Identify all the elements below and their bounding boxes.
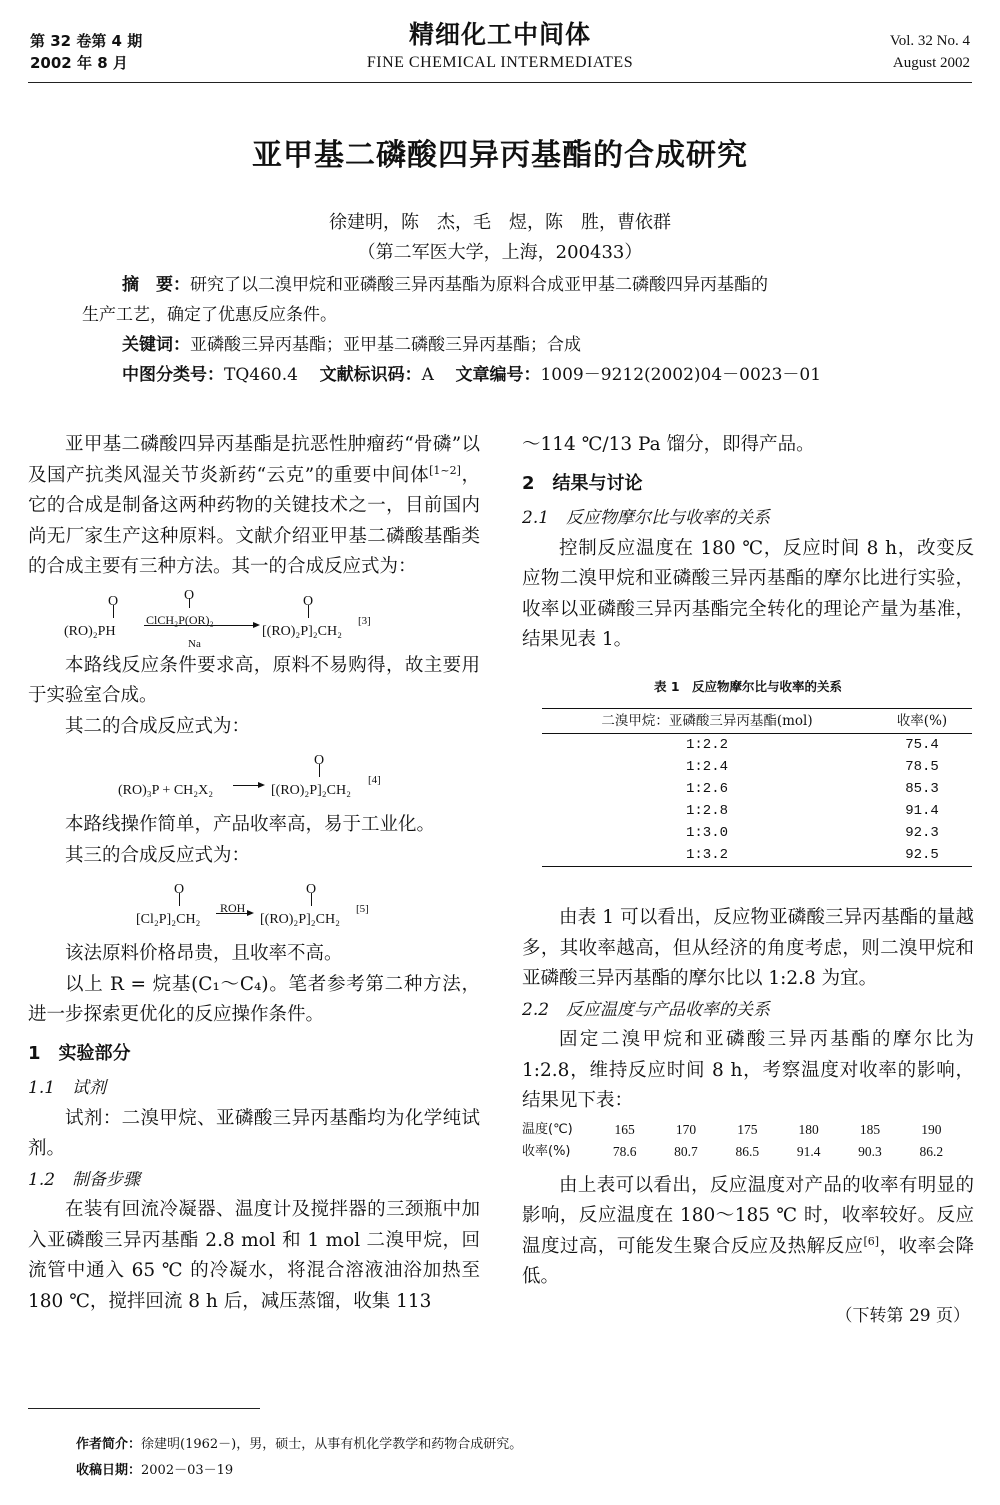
affiliation: （第二军医大学，上海，200433）: [357, 242, 643, 263]
table-cell: 91.4: [796, 1143, 821, 1159]
abstract-block: [82, 270, 922, 390]
table-cell: 1:3.0: [685, 825, 728, 841]
table-cell: 165: [614, 1121, 635, 1137]
right-column: [522, 430, 974, 1331]
table-row: [542, 844, 972, 867]
table-cell: 86.2: [919, 1143, 944, 1159]
reaction-arrow: [144, 625, 258, 626]
keywords-label: 关键词：: [122, 335, 190, 355]
abstract-text-2: 生产工艺，确定了优惠反应条件。: [82, 305, 337, 325]
reaction-scheme-3: O [Cl₂P]₂CH₂ ROH O [(RO)₂P]₂CH₂ [5]: [28, 871, 480, 939]
table-cell: 92.5: [872, 844, 972, 867]
table-2: [522, 1119, 962, 1163]
ref-1-2: [1~2]: [429, 463, 461, 477]
clc-label: 中图分类号：: [122, 365, 224, 385]
table-row: [542, 778, 972, 800]
continued-note: （下转第 29 页）: [835, 1305, 970, 1326]
table-cell: 1:2.2: [685, 737, 728, 753]
table-cell: 80.7: [674, 1143, 698, 1159]
table-row: [542, 756, 972, 778]
table-header-row: [542, 709, 972, 734]
received-date: [76, 1458, 522, 1484]
table-row: [542, 800, 972, 822]
table-cell: 170: [675, 1121, 697, 1137]
table-cell: 1:3.2: [542, 844, 872, 867]
paper-title: 亚甲基二磷酸四异丙基酯的合成研究: [252, 138, 748, 173]
section-heading-2: 2 结果与讨论: [522, 472, 643, 494]
reaction-scheme-1: O (RO)₂PH O ClCH₂P(OR)₂ Na O [(RO)₂P]₂CH₂ [3]: [28, 583, 480, 651]
reagent-1: ClCH₂P(OR)₂: [146, 612, 214, 627]
header-rule: [28, 82, 972, 83]
reactant-1: (RO)₂PH: [64, 623, 116, 639]
table-row: [522, 1141, 962, 1163]
footnote: [76, 1432, 522, 1484]
paragraph: 试剂：二溴甲烷、亚磷酸三异丙基酯均为化学纯试剂。: [28, 1107, 480, 1159]
paragraph: 以上 R = 烷基(C₁～C₄)。笔者参考第二种方法，进一步探索更优化的反应操作条件。: [28, 973, 480, 1025]
paragraph: 固定二溴甲烷和亚磷酸三异丙基酯的摩尔比为 1:2.8，维持反应时间 8 h，考察温度对收率的影响，结果见下表：: [522, 1029, 974, 1111]
classification-line: [82, 360, 922, 390]
doc-code-label: 文献标识码：: [319, 365, 422, 385]
column-header: 收率(%): [872, 709, 972, 734]
left-column: [28, 430, 480, 1317]
table-cell: 86.5: [735, 1143, 760, 1159]
keywords: 亚磷酸三异丙基酯；亚甲基二磷酸三异丙基酯；合成: [190, 335, 581, 355]
table-row: [522, 1119, 962, 1141]
table-cell: 90.3: [858, 1143, 882, 1159]
reagent-3: ROH: [220, 901, 246, 915]
abstract-label: 摘 要：: [122, 275, 190, 295]
table-cell: 91.4: [905, 803, 939, 819]
intro-paragraph: [28, 430, 480, 583]
table-cell: 75.4: [905, 737, 939, 753]
subsection-heading-1-2: 1.2 制备步骤: [28, 1169, 141, 1190]
bio-label: 作者简介：: [76, 1437, 142, 1452]
table-1: [542, 708, 972, 867]
oxygen-label: O: [303, 593, 314, 609]
table-cell: 1:2.4: [685, 759, 728, 775]
table-cell: 180: [798, 1121, 819, 1137]
table-cell: 1:2.8: [685, 803, 728, 819]
paragraph: ～114 ℃/13 Pa 馏分，即得产品。: [522, 434, 815, 455]
reactants-2: (RO)₃P + CH₂X₂: [118, 783, 214, 798]
paragraph: 由表 1 可以看出，反应物亚磷酸三异丙基酯的量越多，其收率越高，但从经济的角度考虑，则二溴甲烷和亚磷酸三异丙基酯的摩尔比以 1:2.8 为宜。: [522, 907, 974, 989]
reaction-arrow: [233, 785, 263, 786]
reactant-3: [Cl₂P]₂CH₂: [136, 912, 201, 927]
conclusion-text-b: ，收率会降低。: [522, 1235, 974, 1287]
row-label: 温度(℃): [522, 1121, 573, 1137]
paragraph: 该法原料价格昂贵，且收率不高。: [65, 943, 343, 964]
paragraph: 其二的合成反应式为：: [65, 715, 251, 737]
condition-1: Na: [188, 637, 201, 650]
table-cell: 190: [921, 1121, 942, 1137]
running-header: [30, 18, 970, 80]
section-heading-1: 1 实验部分: [28, 1042, 131, 1064]
table-row: [542, 734, 972, 757]
product-3: [(RO)₂P]₂CH₂: [260, 912, 340, 927]
volume-en: Vol. 32 No. 4: [889, 33, 970, 49]
article-number: 1009－9212(2002)04－0023－01: [540, 365, 822, 385]
date-en: August 2002: [892, 55, 970, 71]
header-center: [30, 18, 970, 74]
row-label: 收率(%): [522, 1143, 571, 1159]
authors: 徐建明，陈 杰，毛 煜，陈 胜，曹依群: [329, 212, 671, 233]
table-cell: 92.3: [905, 825, 939, 841]
oxygen-label: O: [306, 882, 317, 897]
column-header: 二溴甲烷：亚磷酸三异丙基酯(mol): [542, 709, 872, 734]
table-cell: 175: [737, 1121, 758, 1137]
doc-code: A: [421, 365, 434, 385]
oxygen-label: O: [108, 593, 119, 609]
oxygen-label: O: [174, 882, 185, 897]
received-label: 收稿日期：: [76, 1463, 142, 1478]
table-cell: 85.3: [905, 781, 939, 797]
journal-name-en: FINE CHEMICAL INTERMEDIATES: [366, 54, 634, 71]
oxygen-label: O: [184, 587, 195, 603]
product-2: [(RO)₂P]₂CH₂: [271, 783, 351, 798]
keywords-line: [82, 330, 922, 360]
intro-text-b: ，它的合成是制备这两种药物的关键技术之一，目前国内尚无厂家生产这种原料。文献介绍亚甲基二磷酸基酯类的合成主要有三种方法。其一的合成反应式为：: [28, 464, 480, 577]
table-cell: 185: [859, 1121, 881, 1137]
reaction-scheme-2: O (RO)₃P + CH₂X₂ [(RO)₂P]₂CH₂ [4]: [28, 742, 480, 810]
clc-number: TQ460.4: [224, 365, 298, 385]
intro-text-a: 亚甲基二磷酸四异丙基酯是抗恶性肿瘤药“骨磷”以及国产抗类风湿关节炎新药“云克”的重要中间体: [28, 434, 480, 486]
author-bio: [76, 1432, 522, 1458]
received-text: 2002－03－19: [141, 1463, 234, 1478]
subsection-heading-1-1: 1.1 试剂: [28, 1078, 107, 1098]
abstract-text-1: 研究了以二溴甲烷和亚磷酸三异丙基酯为原料合成亚甲基二磷酸四异丙基酯的: [190, 275, 768, 295]
table-row: [542, 822, 972, 844]
reaction-arrow: [216, 913, 252, 914]
bio-text: 徐建明(1962－)，男，硕士，从事有机化学教学和药物合成研究。: [141, 1437, 523, 1452]
ref-6: [6]: [863, 1234, 880, 1248]
table-cell: 78.6: [612, 1143, 637, 1159]
paragraph: 本路线操作简单，产品收率高，易于工业化。: [65, 814, 436, 835]
paragraph: 其三的合成反应式为：: [65, 844, 251, 866]
table-cell: 78.5: [905, 759, 939, 775]
paragraph: [522, 1171, 974, 1293]
paragraph: 控制反应温度在 180 ℃，反应时间 8 h，改变反应物二溴甲烷和亚磷酸三异丙基酯的摩尔比进行实验，收率以亚磷酸三异丙基酯完全转化的理论产量为基准，结果见表 1。: [522, 537, 974, 650]
date-cn: 2002 年 8 月: [30, 54, 128, 72]
paragraph: 在装有回流冷凝器、温度计及搅拌器的三颈瓶中加入亚磷酸三异丙基酯 2.8 mol 和 1 mol 二溴甲烷，回流管中通入 65 ℃ 的冷凝水，将混合溶液油浴加热至 180 ℃，搅拌回流 8 h 后，减压蒸馏，收集 113: [28, 1199, 480, 1312]
product-1: [(RO)₂P]₂CH₂: [262, 623, 342, 639]
table-cell: 1:2.6: [685, 781, 728, 797]
header-right: [890, 30, 970, 74]
oxygen-label: O: [314, 753, 325, 768]
subsection-heading-2-2: 2.2 反应温度与产品收率的关系: [522, 999, 771, 1020]
table-1-caption: 表 1 反应物摩尔比与收率的关系: [653, 678, 843, 694]
footnote-rule: [28, 1408, 260, 1409]
paragraph: 本路线反应条件要求高，原料不易购得，故主要用于实验室合成。: [28, 654, 480, 706]
article-number-label: 文章编号：: [455, 365, 541, 385]
journal-name-cn: 精细化工中间体: [408, 20, 591, 49]
abstract-line: [82, 270, 922, 300]
volume-cn: 第 32 卷第 4 期: [30, 32, 143, 50]
subsection-heading-2-1: 2.1 反应物摩尔比与收率的关系: [522, 508, 771, 528]
conclusion-text-a: 由上表可以看出，反应温度对产品的收率有明显的影响，反应温度在 180～185 ℃ 时，收率较好。反应温度过高，可能发生聚合反应及热解反应: [522, 1174, 974, 1257]
